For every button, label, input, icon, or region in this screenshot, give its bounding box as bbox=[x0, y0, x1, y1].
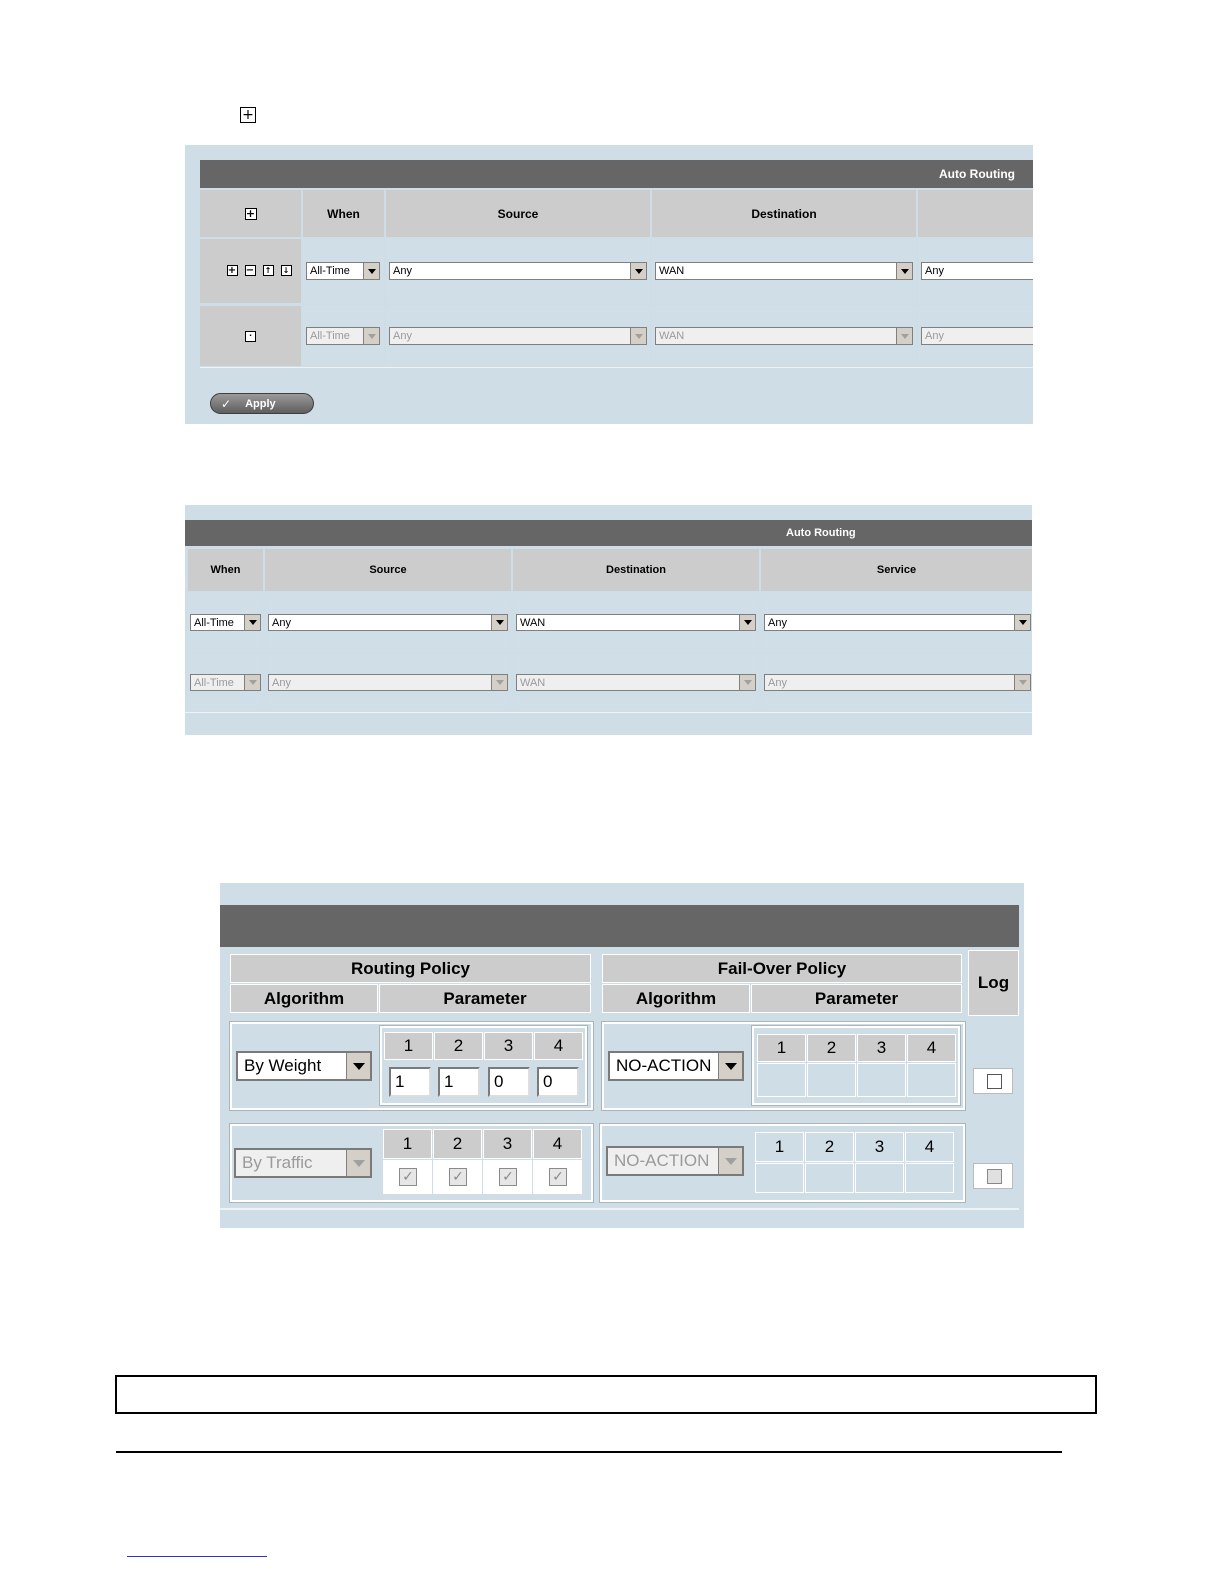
header-failover-parameter: Parameter bbox=[751, 984, 962, 1013]
chevron-down-icon bbox=[1014, 675, 1030, 690]
chevron-down-icon bbox=[363, 263, 379, 279]
p2-row-2-source-select[interactable]: Any bbox=[268, 674, 508, 691]
p2-row-1-when-select[interactable]: All-Time bbox=[190, 614, 261, 631]
row-2-service-select[interactable]: Any bbox=[921, 327, 1033, 345]
chevron-down-icon bbox=[739, 615, 755, 630]
param-col-1: 1 bbox=[383, 1129, 432, 1159]
fo-param-col-3: 3 bbox=[857, 1034, 906, 1062]
traffic-checkbox-2[interactable]: ✓ bbox=[449, 1168, 467, 1186]
p2-row-1-service-select[interactable]: Any bbox=[764, 614, 1031, 631]
chevron-down-icon bbox=[491, 615, 507, 630]
param-col-1: 1 bbox=[384, 1032, 433, 1060]
weight-input-2[interactable]: 1 bbox=[438, 1067, 480, 1097]
row-1-source-select[interactable]: Any bbox=[389, 262, 647, 280]
panel-1-title: Auto Routing bbox=[939, 167, 1015, 181]
chevron-down-icon bbox=[363, 328, 379, 344]
header-destination: Destination bbox=[652, 190, 916, 237]
fo-param-col-3: 3 bbox=[855, 1132, 904, 1162]
fo-param-cell bbox=[905, 1163, 954, 1193]
checkmark-icon: ✓ bbox=[221, 396, 232, 411]
log-checkbox-row-2[interactable] bbox=[973, 1163, 1013, 1189]
panel-2-title: Auto Routing bbox=[786, 527, 856, 539]
chevron-down-icon bbox=[739, 675, 755, 690]
row-2-source-select[interactable]: Any bbox=[389, 327, 647, 345]
row-1-when-select[interactable]: All-Time bbox=[306, 262, 380, 280]
weight-input-4[interactable]: 0 bbox=[537, 1067, 579, 1097]
header-routing-algorithm: Algorithm bbox=[230, 984, 378, 1013]
param-col-4: 4 bbox=[534, 1032, 583, 1060]
add-rule-icon[interactable]: · bbox=[245, 331, 256, 342]
param-col-4: 4 bbox=[533, 1129, 582, 1159]
policy-title-bar bbox=[220, 905, 1019, 947]
arrow-down-box-icon[interactable]: ↓ bbox=[281, 265, 292, 276]
footer-link-underline[interactable] bbox=[127, 1556, 267, 1557]
traffic-checkbox-4[interactable]: ✓ bbox=[549, 1168, 567, 1186]
minus-box-icon[interactable]: − bbox=[245, 264, 255, 276]
p2-header-when: When bbox=[188, 549, 263, 591]
header-failover-algorithm: Algorithm bbox=[602, 984, 750, 1013]
header-log: Log bbox=[968, 950, 1019, 1016]
p2-row-2-when-select[interactable]: All-Time bbox=[190, 674, 261, 691]
divider bbox=[200, 367, 1033, 368]
fo-param-col-2: 2 bbox=[807, 1034, 856, 1062]
header-when: When bbox=[303, 190, 384, 237]
row-2-actions bbox=[200, 306, 301, 366]
fo-param-cell bbox=[757, 1063, 806, 1097]
traffic-checkbox-1[interactable]: ✓ bbox=[399, 1168, 417, 1186]
fo-param-col-4: 4 bbox=[907, 1034, 956, 1062]
traffic-checkbox-3[interactable]: ✓ bbox=[499, 1168, 517, 1186]
panel-2-title-bar bbox=[185, 520, 1032, 546]
header-actions bbox=[200, 190, 301, 237]
fo-param-cell bbox=[805, 1163, 854, 1193]
log-checkbox-row-1[interactable] bbox=[973, 1068, 1013, 1094]
panel-1-title-bar bbox=[200, 160, 1033, 188]
chevron-down-icon bbox=[244, 615, 260, 630]
header-routing-policy: Routing Policy bbox=[230, 954, 591, 983]
p2-header-source: Source bbox=[265, 549, 511, 591]
p2-header-service: Service bbox=[761, 549, 1032, 591]
header-failover-policy: Fail-Over Policy bbox=[602, 954, 962, 983]
note-box bbox=[115, 1375, 1097, 1414]
param-col-2: 2 bbox=[433, 1129, 482, 1159]
divider bbox=[185, 712, 1032, 713]
chevron-down-icon bbox=[244, 675, 260, 690]
fo-param-col-1: 1 bbox=[755, 1132, 804, 1162]
header-service bbox=[918, 190, 1033, 237]
traffic-cell-4 bbox=[533, 1160, 582, 1194]
routing-algorithm-select-row-1[interactable]: By Weight bbox=[236, 1051, 372, 1081]
chevron-down-icon bbox=[1014, 615, 1030, 630]
chevron-down-icon bbox=[718, 1148, 742, 1174]
arrow-up-box-icon[interactable]: ↑ bbox=[263, 265, 274, 276]
failover-algorithm-select-row-2[interactable]: NO-ACTION bbox=[606, 1146, 744, 1176]
fo-param-cell bbox=[855, 1163, 904, 1193]
failover-algorithm-select-row-1[interactable]: NO-ACTION bbox=[608, 1051, 744, 1081]
chevron-down-icon bbox=[896, 263, 912, 279]
traffic-cell-1 bbox=[383, 1160, 432, 1194]
fo-param-col-2: 2 bbox=[805, 1132, 854, 1162]
footer-rule bbox=[116, 1451, 1062, 1453]
header-routing-parameter: Parameter bbox=[379, 984, 591, 1013]
param-col-2: 2 bbox=[434, 1032, 483, 1060]
p2-row-1-source-select[interactable]: Any bbox=[268, 614, 508, 631]
p2-row-2-service-select[interactable]: Any bbox=[764, 674, 1031, 691]
fo-param-cell bbox=[807, 1063, 856, 1097]
param-col-3: 3 bbox=[483, 1129, 532, 1159]
row-2-destination-select[interactable]: WAN bbox=[655, 327, 913, 345]
row-1-actions bbox=[200, 239, 301, 303]
fo-param-cell bbox=[857, 1063, 906, 1097]
divider bbox=[220, 1208, 1019, 1210]
apply-button[interactable]: ✓ Apply bbox=[210, 393, 314, 414]
weight-input-3[interactable]: 0 bbox=[488, 1067, 530, 1097]
checkbox[interactable] bbox=[987, 1169, 1002, 1184]
fo-param-cell bbox=[755, 1163, 804, 1193]
chevron-down-icon bbox=[630, 328, 646, 344]
add-row-icon[interactable]: + bbox=[227, 264, 237, 276]
p2-row-1-destination-select[interactable]: WAN bbox=[516, 614, 756, 631]
p2-row-2-destination-select[interactable]: WAN bbox=[516, 674, 756, 691]
param-col-3: 3 bbox=[484, 1032, 533, 1060]
traffic-cell-3 bbox=[483, 1160, 532, 1194]
p2-header-destination: Destination bbox=[513, 549, 759, 591]
chevron-down-icon bbox=[896, 328, 912, 344]
chevron-down-icon bbox=[346, 1053, 370, 1079]
traffic-cell-2 bbox=[433, 1160, 482, 1194]
chevron-down-icon bbox=[718, 1053, 742, 1079]
checkbox[interactable] bbox=[987, 1074, 1002, 1089]
chevron-down-icon bbox=[346, 1150, 370, 1176]
add-rule-icon[interactable]: + bbox=[245, 207, 256, 220]
routing-algorithm-select-row-2[interactable]: By Traffic bbox=[234, 1148, 372, 1178]
header-source: Source bbox=[386, 190, 650, 237]
row-2-when-select[interactable]: All-Time bbox=[306, 327, 380, 345]
weight-input-1[interactable]: 1 bbox=[389, 1067, 431, 1097]
chevron-down-icon bbox=[630, 263, 646, 279]
row-1-service-select[interactable]: Any bbox=[921, 262, 1033, 280]
fo-param-col-1: 1 bbox=[757, 1034, 806, 1062]
row-1-destination-select[interactable]: WAN bbox=[655, 262, 913, 280]
plus-box-icon[interactable]: + bbox=[240, 107, 256, 123]
fo-param-col-4: 4 bbox=[905, 1132, 954, 1162]
fo-param-cell bbox=[907, 1063, 956, 1097]
chevron-down-icon bbox=[491, 675, 507, 690]
